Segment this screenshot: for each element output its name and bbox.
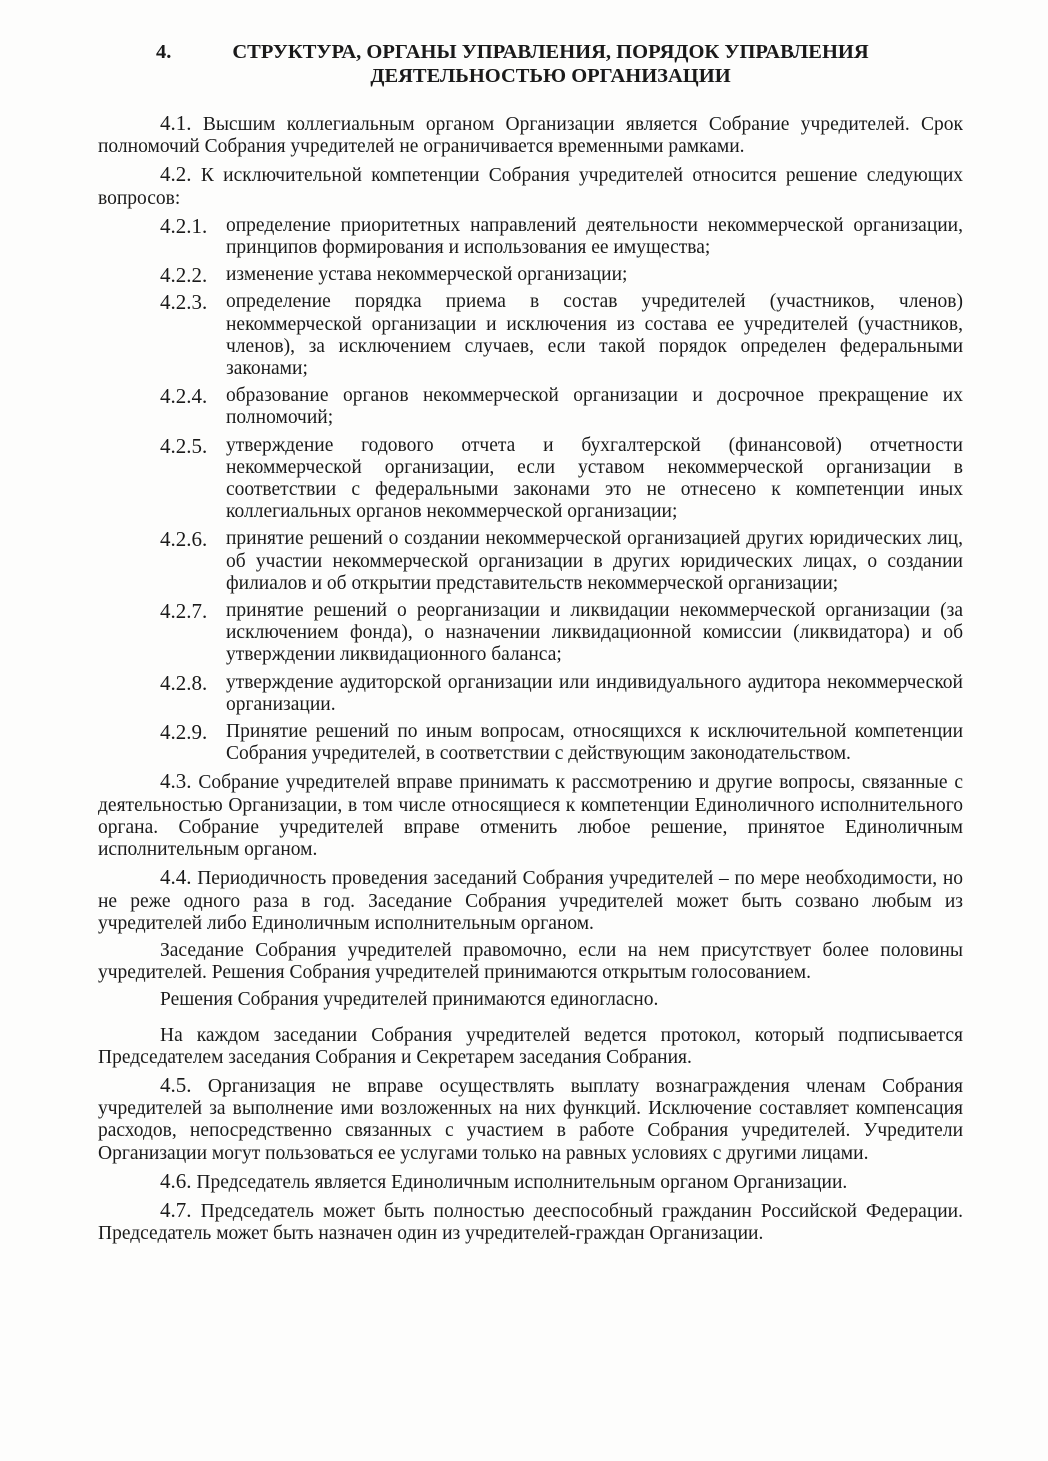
paragraph-4-7 (98, 1199, 963, 1245)
list-item-4-2-5 (98, 435, 963, 524)
item-text: определение приоритетных направлений деятельности некоммерческой организации, принципов формирования и использования ее имущества; (226, 214, 963, 259)
paragraph-quorum: Заседание Собрания учредителей правомочно, если на нем присутствует более половины учредителей. Решения Собрания учредителей принимаются открытым голосованием. (98, 939, 963, 984)
section-heading (98, 40, 963, 88)
paragraph-number: 4.2. (160, 162, 192, 187)
item-text: утверждение годового отчета и бухгалтерской (финансовой) отчетности некоммерческой организации, если уставом некоммерческой организации в соответствии с федеральными законами это не отнесено к компетенции иных коллегиальных органов некоммерческой организации; (226, 434, 963, 523)
item-text: Принятие решений по иным вопросам, относящихся к исключительной компетенции Собрания учредителей, в соответствии с действующим законодательством. (226, 721, 963, 765)
item-text: определение порядка приема в состав учредителей (участников, членов) некоммерческой организации и исключения из состава ее учредителей (участников, членов), за исключением случаев, если такой порядок определен федеральными законами; (226, 291, 963, 380)
item-text: принятие решений о создании некоммерческой организацией других юридических лиц, об участии некоммерческой организации в других юридических лицах, о создании филиалов и об открытии представительств некоммерческой организации; (226, 528, 963, 594)
section-title-line-1: СТРУКТУРА, ОРГАНЫ УПРАВЛЕНИЯ, ПОРЯДОК УПРАВЛЕНИЯ (232, 41, 869, 63)
paragraph-protocol: На каждом заседании Собрания учредителей ведется протокол, который подписывается Председателем заседания Собрания и Секретарем заседания Собрания. (98, 1024, 963, 1068)
item-number: 4.2.9. (160, 720, 208, 745)
item-text: образование органов некоммерческой организации и досрочное прекращение их полномочий; (226, 385, 963, 429)
paragraph-4-4 (98, 866, 963, 935)
paragraph-number: 4.5. (160, 1072, 192, 1097)
item-text: принятие решений о реорганизации и ликвидации некоммерческой организации (за исключением фонда), о назначении ликвидационной комиссии (ликвидатора) и об утверждении ликвидационного баланса; (226, 600, 963, 666)
paragraph-number: 4.7. (160, 1197, 192, 1222)
paragraph-number: 4.3. (160, 769, 192, 794)
paragraph-4-3 (98, 770, 963, 861)
item-number: 4.2.8. (160, 670, 208, 695)
list-item-4-2-7 (98, 600, 963, 667)
item-number: 4.2.1. (160, 213, 208, 238)
paragraph-text: Собрание учредителей вправе принимать к рассмотрению и другие вопросы, связанные с деятельностью Организации, в том числе относящиеся к компетенции Единоличного исполнительного органа. Собрание учредителей вправе отменить любое решение, принятое Единоличным исполнительным органом. (98, 772, 964, 861)
paragraph-text: Периодичность проведения заседаний Собрания учредителей – по мере необходимости, но не реже одного раза в год. Заседание Собрания учредителей может быть созвано любым из учредителей либо Единоличным исполнительным органом. (98, 868, 964, 934)
paragraph-number: 4.4. (160, 865, 192, 890)
section-number: 4. (156, 41, 172, 63)
item-text: изменение устава некоммерческой организации; (226, 264, 628, 286)
list-item-4-2-9 (98, 721, 963, 765)
list-item-4-2-6 (98, 528, 963, 595)
paragraph-text: К исключительной компетенции Собрания учредителей относится решение следующих вопросов: (98, 165, 964, 209)
paragraph-4-5 (98, 1074, 963, 1165)
item-number: 4.2.7. (160, 599, 208, 624)
paragraph-text: Председатель может быть полностью дееспособный гражданин Российской Федерации. Председатель может быть назначен один из учредителей-граждан Организации. (98, 1200, 963, 1245)
paragraph-text: Высшим коллегиальным органом Организации является Собрание учредителей. Срок полномочий Собрания учредителей не ограничивается временными рамками. (98, 114, 964, 158)
item-number: 4.2.3. (160, 290, 208, 315)
list-item-4-2-1 (98, 215, 963, 259)
list-item-4-2-8 (98, 672, 963, 716)
section-title-line-2: ДЕЯТЕЛЬНОСТЬЮ ОРГАНИЗАЦИИ (370, 65, 731, 87)
spacer (98, 1017, 963, 1025)
list-item-4-2-2 (98, 264, 963, 286)
paragraph-text: Организация не вправе осуществлять выплату вознаграждения членам Собрания учредителей за выполнение ими возложенных на них функций. Исключение составляет компенсация расходов, непосредственно связанных с участием в работе Собрания учредителей. Учредители Организации могут пользоваться ее услугами только на равных условиях с другими лицами. (98, 1075, 964, 1164)
list-item-4-2-4 (98, 385, 963, 429)
item-text: утверждение аудиторской организации или индивидуального аудитора некоммерческой организации. (226, 671, 963, 715)
item-number: 4.2.4. (160, 384, 208, 409)
item-number: 4.2.2. (160, 263, 208, 288)
paragraph-4-6 (98, 1170, 963, 1194)
paragraph-number: 4.1. (160, 111, 192, 135)
paragraph-4-2 (98, 163, 963, 209)
item-number: 4.2.5. (160, 433, 208, 458)
paragraph-text: Председатель является Единоличным исполнительным органом Организации. (196, 1171, 848, 1193)
paragraph-number: 4.6. (160, 1168, 192, 1193)
item-number: 4.2.6. (160, 527, 208, 552)
list-item-4-2-3 (98, 291, 963, 380)
paragraph-unanimous: Решения Собрания учредителей принимаются единогласно. (160, 989, 659, 1011)
paragraph-4-1 (98, 112, 963, 158)
